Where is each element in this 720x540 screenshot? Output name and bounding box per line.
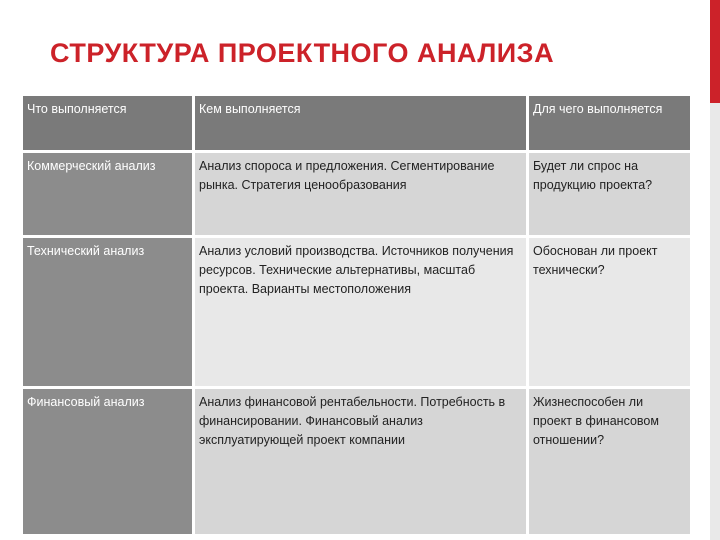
- accent-stripe: [710, 103, 720, 540]
- accent-bar: [710, 0, 720, 103]
- page-title: СТРУКТУРА ПРОЕКТНОГО АНАЛИЗА: [50, 38, 555, 68]
- table-header-row: [23, 96, 690, 150]
- row-label: Технический анализ: [23, 238, 192, 386]
- row-method: Анализ условий производства. Источников получения ресурсов. Технические альтернативы, масштаб проекта. Варианты местоположения: [195, 238, 526, 386]
- header-what: Что выполняется: [23, 96, 192, 150]
- table-row: [23, 389, 690, 534]
- analysis-table: [20, 93, 693, 537]
- table-row: [23, 153, 690, 235]
- row-method: Анализ финансовой рентабельности. Потребность в финансировании. Финансовый анализ эксплуатирующей проект компании: [195, 389, 526, 534]
- header-why: Для чего выполняется: [529, 96, 690, 150]
- header-how: Кем выполняется: [195, 96, 526, 150]
- row-label: Финансовый анализ: [23, 389, 192, 534]
- row-purpose: Жизнеспособен ли проект в финансовом отношении?: [529, 389, 690, 534]
- row-method: Анализ спороса и предложения. Сегментирование рынка. Стратегия ценообразования: [195, 153, 526, 235]
- table-row: [23, 238, 690, 386]
- row-purpose: Обоснован ли проект технически?: [529, 238, 690, 386]
- row-label: Коммерческий анализ: [23, 153, 192, 235]
- row-purpose: Будет ли спрос на продукцию проекта?: [529, 153, 690, 235]
